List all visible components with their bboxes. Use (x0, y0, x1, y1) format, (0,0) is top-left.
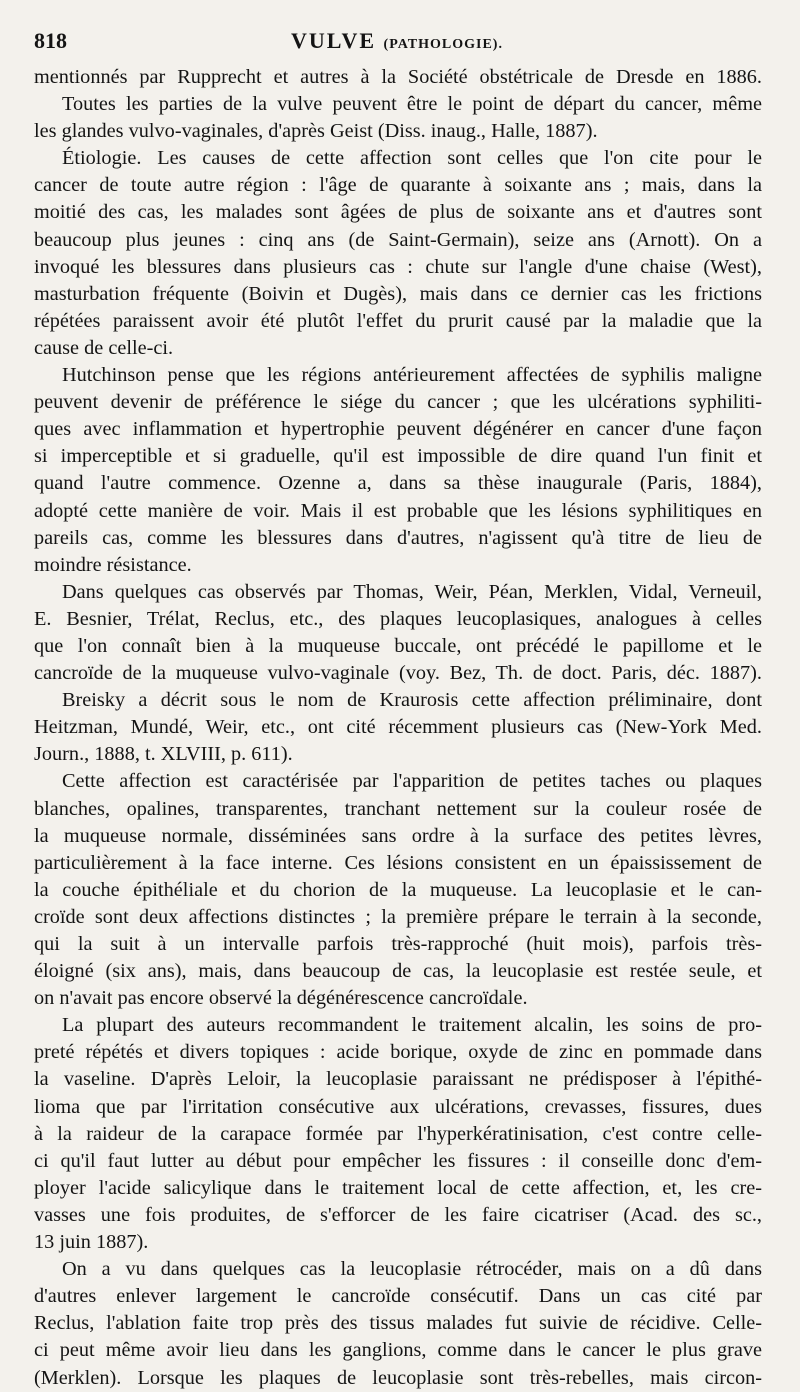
text-line: cause de celle-ci. (34, 336, 174, 359)
text-line: si imperceptible et si graduelle, qu'il est impossible de dire quand l'un finit et (34, 445, 762, 468)
text-line: adopté cette manière de voir. Mais il est probable que les lésions syphilitiques en (34, 499, 762, 522)
text-line: cancer de toute autre région : l'âge de quarante à soixante ans ; mais, dans la (34, 174, 762, 197)
text-line: ci peut même avoir lieu dans les ganglions, comme dans le cancer le plus grave (34, 1339, 762, 1362)
text-line: moindre résistance. (34, 553, 192, 576)
text-line: cancroïde de la muqueuse vulvo-vaginale (voy. Bez, Th. de doct. Paris, déc. 1887). (34, 662, 762, 685)
text-line: blanches, opalines, transparentes, tranchant nettement sur la couleur rosée de (34, 797, 762, 820)
text-line: Étiologie. Les causes de cette affection sont celles que l'on cite pour le (62, 147, 762, 170)
text-line: éloigné (six ans), mais, dans beaucoup de cas, la leucoplasie est restée seule, et (34, 960, 762, 983)
text-line: qui la suit à un intervalle parfois très-rapproché (huit mois), parfois très- (34, 933, 762, 955)
text-line: à la raideur de la carapace formée par l'hyperkératinisation, c'est contre celle- (34, 1122, 762, 1145)
page-number: 818 (34, 28, 67, 53)
text-line: Reclus, l'ablation faite trop près des tissus malades fut suivie de récidive. Celle- (34, 1312, 762, 1335)
text-line: quand l'autre commence. Ozenne a, dans sa thèse inaugurale (Paris, 1884), (34, 472, 762, 495)
text-line: les glandes vulvo-vaginales, d'après Geist (Diss. inaug., Halle, 1887). (34, 120, 598, 143)
text-line: d'autres enlever largement le cancroïde consécutif. Dans un cas cité par (34, 1285, 762, 1308)
text-line: la muqueuse normale, disséminées sans ordre à la surface des petites lèvres, (34, 824, 762, 847)
text-line: particulièrement à la face interne. Ces lésions consistent en un épaississement de (34, 851, 762, 874)
text-line: lioma que par l'irritation consécutive aux ulcérations, crevasses, fissures, dues (34, 1095, 762, 1118)
text-line: Toutes les parties de la vulve peuvent être le point de départ du cancer, même (62, 93, 762, 116)
text-line: (Merklen). Lorsque les plaques de leucoplasie sont très-rebelles, mais circon- (34, 1366, 762, 1389)
text-line: croïde sont deux affections distinctes ; la première prépare le terrain à la seconde, (34, 905, 762, 928)
text-line: Dans quelques cas observés par Thomas, Weir, Péan, Merklen, Vidal, Verneuil, (62, 580, 762, 603)
text-line: mentionnés par Rupprecht et autres à la Société obstétricale de Dresde en 1886. (34, 66, 762, 88)
running-title-main: VULVE (291, 28, 377, 53)
running-header (34, 28, 760, 58)
running-title (34, 28, 760, 54)
text-line: ci qu'il faut lutter au début pour empêcher les fissures : il conseille donc d'em- (34, 1149, 762, 1172)
text-line: répétées paraissent avoir été plutôt l'effet du prurit causé par la maladie que la (34, 309, 762, 332)
text-line: la vaseline. D'après Leloir, la leucoplasie paraissant ne prédisposer à l'épithé- (34, 1068, 762, 1091)
text-line: E. Besnier, Trélat, Reclus, etc., des plaques leucoplasiques, analogues à celles (34, 607, 762, 630)
text-line: que l'on connaît bien à la muqueuse buccale, ont précédé le papillome et le (34, 634, 762, 657)
text-line: moitié des cas, les malades sont âgées de plus de soixante ans et d'autres sont (34, 201, 762, 224)
text-line: Journ., 1888, t. XLVIII, p. 611). (34, 743, 293, 766)
text-line: preté répétés et divers topiques : acide borique, oxyde de zinc en pommade dans (34, 1041, 762, 1064)
text-line: Cette affection est caractérisée par l'apparition de petites taches ou plaques (62, 770, 762, 793)
text-line: La plupart des auteurs recommandent le traitement alcalin, les soins de pro- (62, 1014, 762, 1037)
text-line: la couche épithéliale et du chorion de la muqueuse. La leucoplasie et le can- (34, 878, 762, 901)
text-line: Breisky a décrit sous le nom de Kraurosis cette affection préliminaire, dont (62, 689, 762, 712)
text-line: Hutchinson pense que les régions antérieurement affectées de syphilis maligne (62, 364, 762, 387)
running-title-sub: (PATHOLOGIE). (383, 37, 503, 52)
text-line: 13 juin 1887). (34, 1231, 149, 1254)
text-line: invoqué les blessures dans plusieurs cas : chute sur l'angle d'une chaise (West), (34, 255, 762, 278)
text-line: beaucoup plus jeunes : cinq ans (de Saint-Germain), seize ans (Arnott). On a (34, 228, 762, 251)
text-line: Heitzman, Mundé, Weir, etc., ont cité récemment plusieurs cas (New-York Med. (34, 716, 762, 739)
text-line: pareils cas, comme les blessures dans d'autres, n'agissent qu'à titre de lieu de (34, 526, 762, 549)
text-line: vasses une fois produites, de s'efforcer de les faire cicatriser (Acad. des sc., (34, 1203, 762, 1226)
text-line: on n'avait pas encore observé la dégénérescence cancroïdale. (34, 987, 528, 1010)
body-text (34, 64, 762, 1392)
text-line: ployer l'acide salicylique dans le traitement local de cette affection, et, les cre- (34, 1176, 762, 1199)
text-line: On a vu dans quelques cas la leucoplasie rétrocéder, mais on a dû dans (62, 1258, 762, 1281)
text-line: peuvent devenir de préférence le siége du cancer ; que les ulcérations syphiliti- (34, 391, 762, 414)
text-line: masturbation fréquente (Boivin et Dugès), mais dans ce dernier cas les frictions (34, 282, 762, 305)
text-line: ques avec inflammation et hypertrophie peuvent dégénérer en cancer d'une façon (34, 418, 762, 441)
